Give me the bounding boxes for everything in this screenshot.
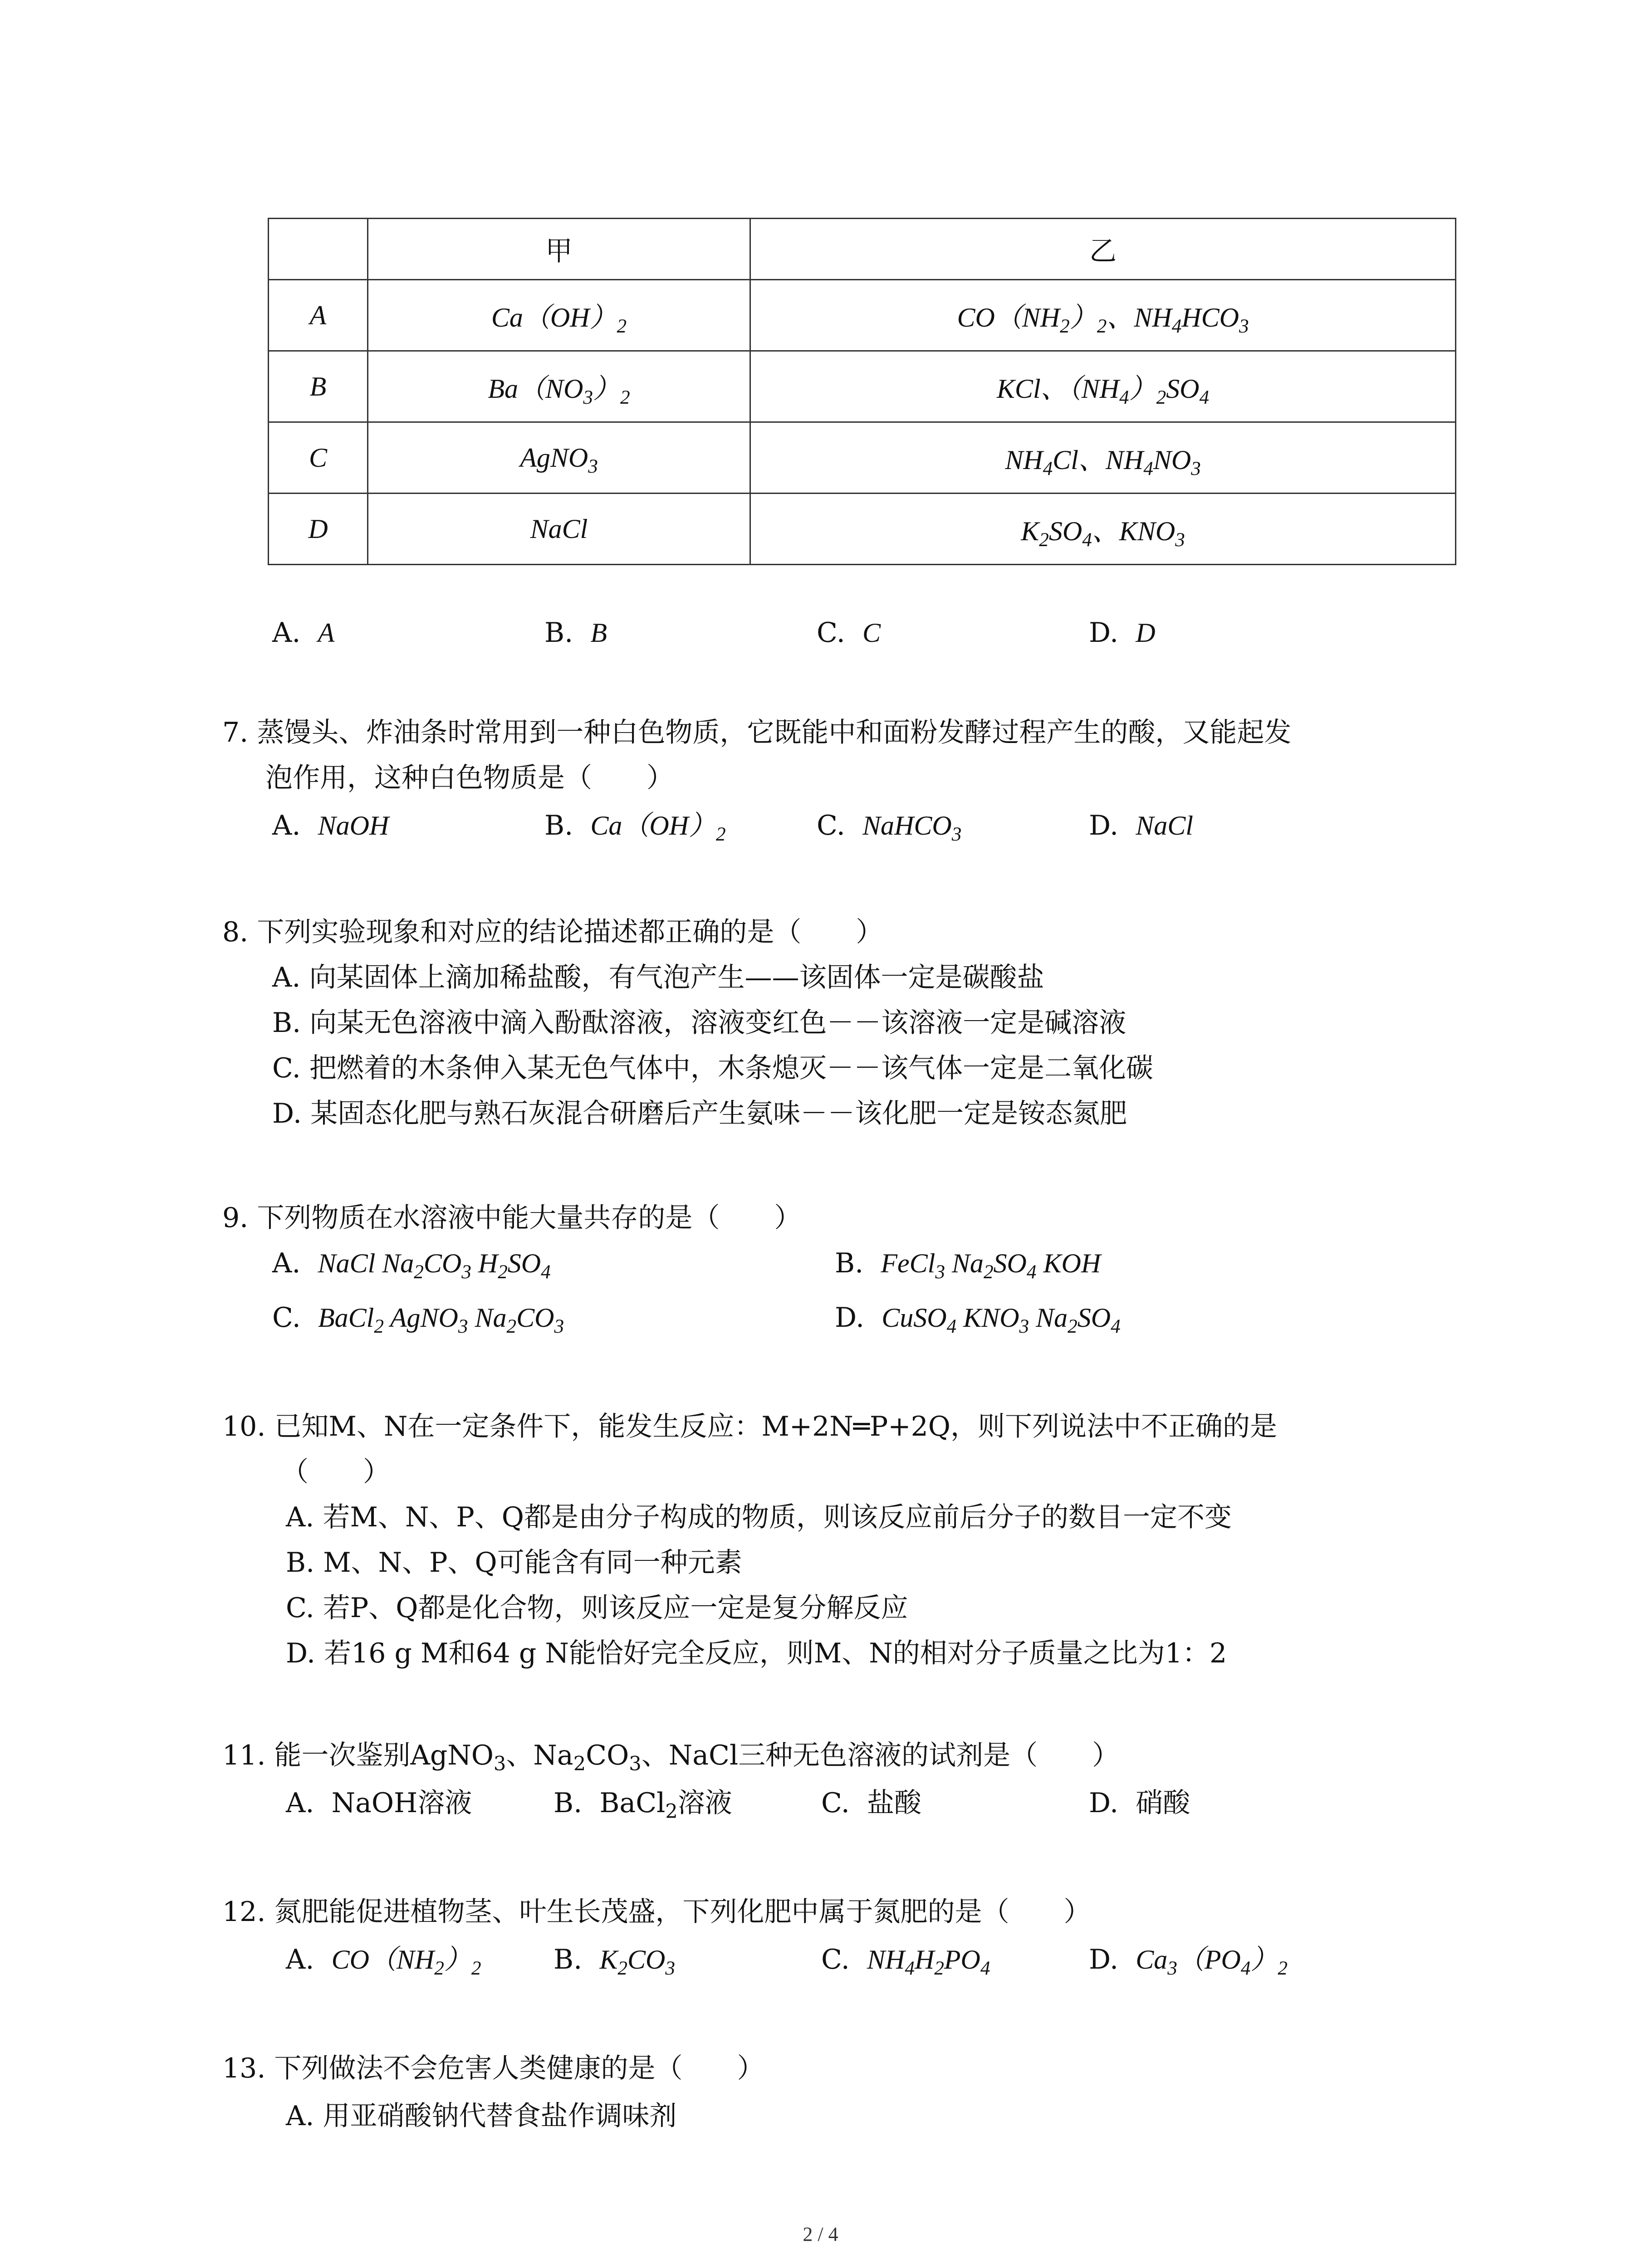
table-header-yi: 乙 [750, 219, 1456, 280]
row-letter: B [269, 351, 368, 422]
q11-stem: 11. 能一次鉴别AgNO$_3$、$Na_2CO_3$、NaCl三种无色溶液的试剂是（ ） [222, 1740, 1120, 1775]
q10-option-d[interactable]: D. 若16 g M和64 g N能恰好完全反应，则M、N的相对分子质量之比为1：2 [286, 1637, 1227, 1669]
q9-stem: 9. 下列物质在水溶液中能大量共存的是（ ） [222, 1202, 802, 1234]
row-jia: $Ba(NO_3)_2$ [368, 351, 750, 422]
q8-option-b[interactable]: B. 向某无色溶液中滴入酚酞溶液，溶液变红色－－该溶液一定是碱溶液 [272, 1007, 1127, 1039]
q12-option-a[interactable]: A. $CO(NH_2)_2$ [286, 1944, 481, 1979]
q11-option-b[interactable]: B. BaCl$_2$溶液 [554, 1787, 732, 1823]
row-jia: NaCl [368, 494, 750, 565]
row-letter: A [269, 280, 368, 351]
q12-option-c[interactable]: C. $NH_4H_2PO_4$ [821, 1944, 990, 1979]
q9-option-d[interactable]: D. CuSO$_4$ $KNO_3$ $Na_2SO_4$ [835, 1302, 1121, 1337]
q11-option-c[interactable]: C. 盐酸 [821, 1787, 921, 1819]
q12-option-b[interactable]: B. $K_2CO_3$ [554, 1944, 675, 1979]
table-row [269, 422, 1456, 494]
table-header-blank [269, 219, 368, 280]
q8-option-c[interactable]: C. 把燃着的木条伸入某无色气体中，木条熄灭－－该气体一定是二氧化碳 [272, 1052, 1153, 1084]
q7-stem-line2: 泡作用，这种白色物质是（ ） [265, 762, 674, 794]
table-row [269, 280, 1456, 351]
reagent-table [268, 218, 1456, 565]
q7-option-c[interactable]: C. NaHCO$_3$ [817, 810, 962, 845]
page-number: 2 / 4 [803, 2223, 838, 2245]
q7-option-a[interactable]: A. NaOH [272, 810, 389, 841]
row-jia: AgNO$_3$ [368, 422, 750, 494]
q10-option-a[interactable]: A. 若M、N、P、Q都是由分子构成的物质，则该反应前后分子的数目一定不变 [286, 1501, 1232, 1533]
table-header-row [269, 219, 1456, 280]
q6-option-a[interactable]: A. A [272, 617, 335, 649]
q10-option-c[interactable]: C. 若P、Q都是化合物，则该反应一定是复分解反应 [286, 1592, 908, 1624]
q9-option-c[interactable]: C. BaCl$_2$ AgNO$_3$ $Na_2CO_3$ [272, 1302, 564, 1337]
q6-option-c[interactable]: C. C [817, 617, 881, 649]
q13-stem: 13. 下列做法不会危害人类健康的是（ ） [222, 2053, 764, 2084]
row-letter: C [269, 422, 368, 494]
q8-option-a[interactable]: A. 向某固体上滴加稀盐酸，有气泡产生——该固体一定是碳酸盐 [272, 962, 1044, 993]
q7-option-d[interactable]: D. NaCl [1089, 810, 1193, 841]
row-yi: $CO(NH_2)_2$、$NH_4HCO_3$ [750, 280, 1456, 351]
q8-option-d[interactable]: D. 某固态化肥与熟石灰混合研磨后产生氨味－－该化肥一定是铵态氮肥 [272, 1098, 1127, 1129]
table-row [269, 351, 1456, 422]
q12-stem: 12. 氮肥能促进植物茎、叶生长茂盛，下列化肥中属于氮肥的是（ ） [222, 1896, 1091, 1928]
q10-stem-line2: （ ） [281, 1456, 390, 1488]
table-header-jia: 甲 [368, 219, 750, 280]
q11-option-a[interactable]: A. NaOH溶液 [286, 1787, 472, 1819]
row-jia: $Ca(OH)_2$ [368, 280, 750, 351]
q7-stem-line1: 7. 蒸馒头、炸油条时常用到一种白色物质，它既能中和面粉发酵过程产生的酸，又能起发 [222, 717, 1292, 748]
q6-option-b[interactable]: B. B [544, 617, 607, 649]
row-letter: D [269, 494, 368, 565]
q8-stem: 8. 下列实验现象和对应的结论描述都正确的是（ ） [222, 916, 883, 948]
q10-stem-line1: 10. 已知M、N在一定条件下，能发生反应：M+2N═P+2Q，则下列说法中不正确的是 [222, 1411, 1277, 1442]
row-yi: $K_2SO_4$、$KNO_3$ [750, 494, 1456, 565]
table-row [269, 494, 1456, 565]
q10-option-b[interactable]: B. M、N、P、Q可能含有同一种元素 [286, 1547, 742, 1579]
row-yi: KCl、$(NH_4)_2SO_4$ [750, 351, 1456, 422]
q12-option-d[interactable]: D. $Ca_3(PO_4)_2$ [1089, 1944, 1288, 1979]
q13-option-a[interactable]: A. 用亚硝酸钠代替食盐作调味剂 [286, 2100, 677, 2132]
q6-option-d[interactable]: D. D [1089, 617, 1156, 649]
q9-option-a[interactable]: A. NaCl $Na_2CO_3$ $H_2SO_4$ [272, 1247, 551, 1283]
row-yi: $NH_4Cl$、$NH_4NO_3$ [750, 422, 1456, 494]
q7-option-b[interactable]: B. $Ca(OH)_2$ [544, 810, 726, 845]
q11-option-d[interactable]: D. 硝酸 [1089, 1787, 1190, 1819]
q9-option-b[interactable]: B. FeCl$_3$ $Na_2SO_4$ KOH [835, 1247, 1101, 1283]
